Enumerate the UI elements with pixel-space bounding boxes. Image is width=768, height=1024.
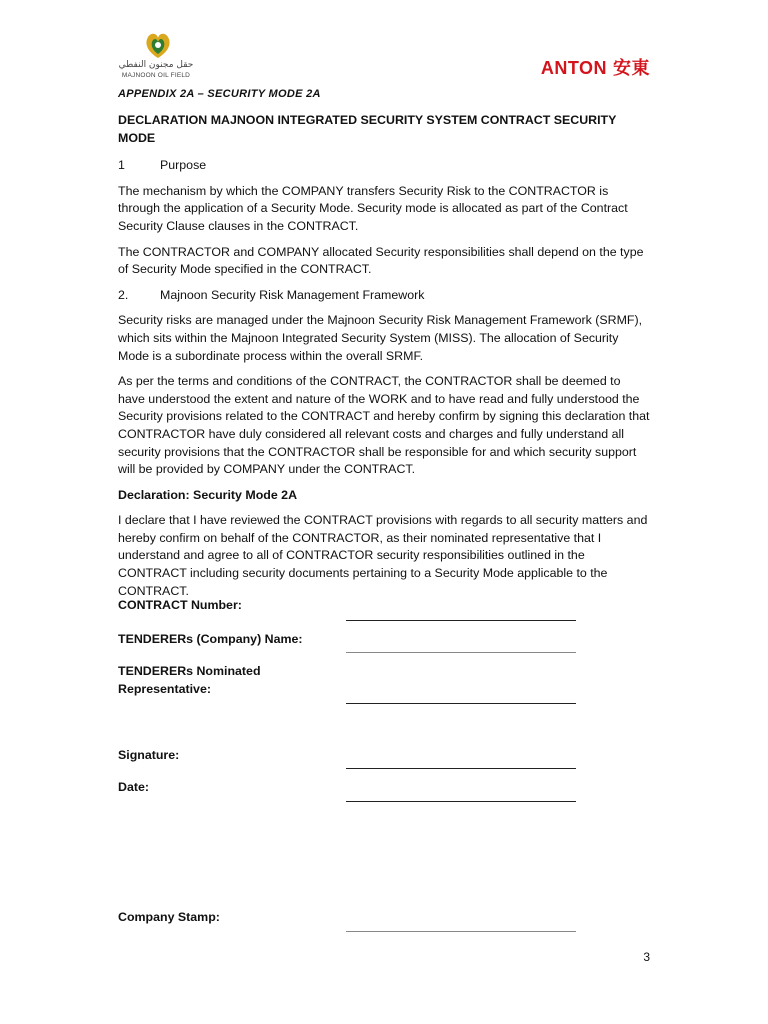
section-number: 1 <box>118 158 125 173</box>
appendix-title: APPENDIX 2A – SECURITY MODE 2A <box>118 88 321 100</box>
section-heading <box>118 157 650 175</box>
majnoon-emblem-icon <box>138 30 178 60</box>
brand-chinese: 安東 <box>613 58 650 79</box>
tenderer-name-label: TENDERERs (Company) Name: <box>118 632 303 646</box>
document-body <box>118 112 650 608</box>
nominated-rep-line[interactable] <box>346 703 576 704</box>
paragraph: I declare that I have reviewed the CONTRACT provisions with regards to all security matters and hereby confirm on behalf of the CONTRACTOR, as their nominated representative that I understand and agree to all of CONTRACTOR security responsibilities outlined in the CONTRACT including security documents pertaining to a Security Mode applicable to the CONTRACT. <box>118 513 648 598</box>
section-number: 2. <box>118 287 129 302</box>
declaration-title: DECLARATION MAJNOON INTEGRATED SECURITY SYSTEM CONTRACT SECURITY MODE <box>118 113 617 145</box>
nominated-rep-label-line1: TENDERERs Nominated <box>118 664 261 678</box>
company-stamp-line[interactable] <box>346 931 576 932</box>
majnoon-logo <box>116 30 196 82</box>
paragraph: Security risks are managed under the Majnoon Security Risk Management Framework (SRMF), which sits within the Majnoon Integrated Security System (MISS). The allocation of Security Mode is a subordinate process within the overall SRMF. <box>118 313 643 363</box>
date-line[interactable] <box>346 801 576 802</box>
section-title: Majnoon Security Risk Management Framework <box>160 287 425 302</box>
brand-latin: ANTON <box>540 58 607 78</box>
declaration-heading: Declaration: Security Mode 2A <box>118 487 298 502</box>
logo-subtitle: MAJNOON OIL FIELD <box>121 72 191 79</box>
signature-line[interactable] <box>346 768 576 769</box>
logo-arabic-text: حقل مجنون النفطي <box>118 60 194 70</box>
company-stamp-label: Company Stamp: <box>118 910 220 924</box>
anton-logo <box>541 54 650 80</box>
paragraph: The mechanism by which the COMPANY transfers Security Risk to the CONTRACTOR is through the application of a Security Mode. Security mode is allocated as part of the Contract Security Clause clauses in the CONTRACT. <box>118 183 628 233</box>
signature-label: Signature: <box>118 748 180 762</box>
page-number: 3 <box>643 950 650 964</box>
paragraph: As per the terms and conditions of the CONTRACT, the CONTRACTOR shall be deemed to have understood the extent and nature of the WORK and to have read and fully understood the Security provisions related to the CONTRACT and hereby confirm by signing this declaration that CONTRACTOR have duly considered all relevant costs and charges and fully understand all security provisions that the CONTRACTOR shall be responsible for and which security support will be provided by COMPANY under the CONTRACT. <box>118 374 650 477</box>
section-title: Purpose <box>160 158 207 173</box>
paragraph: The CONTRACTOR and COMPANY allocated Security responsibilities shall depend on the type of Security Mode specified in the CONTRACT. <box>118 244 644 277</box>
contract-number-label: CONTRACT Number: <box>118 598 242 612</box>
contract-number-line[interactable] <box>346 620 576 621</box>
section-heading <box>118 287 650 305</box>
tenderer-name-line[interactable] <box>346 652 576 653</box>
date-label: Date: <box>118 780 149 794</box>
nominated-rep-label-line2: Representative: <box>118 682 211 696</box>
